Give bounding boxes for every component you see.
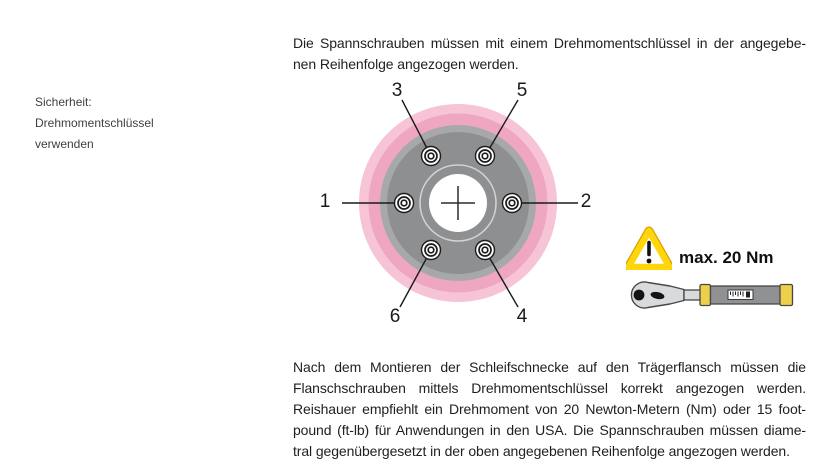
body-line: Nach dem Montieren der Schleifschnecke auf den Trägerflansch müssen die [293, 359, 806, 375]
screw-icon [503, 194, 522, 213]
margin-note-line: verwenden [35, 137, 94, 151]
wrench-drive-socket [634, 290, 645, 301]
exclamation-icon [647, 243, 652, 264]
torque-limit-label: max. 20 Nm [679, 248, 774, 267]
screw-icon [476, 147, 495, 166]
body-line: pound (ft-lb) für Anwendungen in den USA. Die Spannschrauben müssen diame- [293, 422, 806, 438]
wrench-shaft [684, 290, 702, 300]
screw-icon [422, 147, 441, 166]
body-line: Flanschschrauben mittels Drehmomentschlüssel korrekt angezogen werden. [293, 380, 806, 396]
screw-label-5: 5 [516, 80, 528, 101]
screw-label-4: 4 [516, 306, 528, 327]
wrench-end-cap [780, 285, 793, 306]
intro-paragraph [293, 33, 806, 75]
margin-note [35, 92, 154, 155]
intro-line: nen Reihenfolge angezogen werden. [293, 56, 519, 72]
margin-note-line: Drehmomentschlüssel [35, 116, 154, 130]
screw-icon [395, 194, 414, 213]
body-paragraph [293, 357, 806, 462]
screw-label-1: 1 [319, 191, 331, 212]
screw-icon [422, 241, 441, 260]
grinding-wheel-diagram [310, 78, 610, 330]
margin-note-line: Sicherheit: [35, 95, 92, 109]
body-line: Reishauer empfiehlt ein Drehmoment von 20 Newton-Metern (Nm) oder 15 foot- [293, 401, 806, 417]
torque-wrench-icon [620, 277, 800, 311]
body-line: tral gegenübergesetzt in der oben angegebenen Reihenfolge angezogen werden. [293, 443, 790, 459]
wrench-collar-band [700, 285, 711, 306]
warning-triangle-icon [626, 226, 672, 270]
screw-icon [476, 241, 495, 260]
screw-label-2: 2 [580, 191, 592, 212]
screw-label-6: 6 [389, 306, 401, 327]
screw-label-3: 3 [391, 80, 403, 101]
intro-line: Die Spannschrauben müssen mit einem Drehmomentschlüssel in der angegebe- [293, 35, 806, 51]
